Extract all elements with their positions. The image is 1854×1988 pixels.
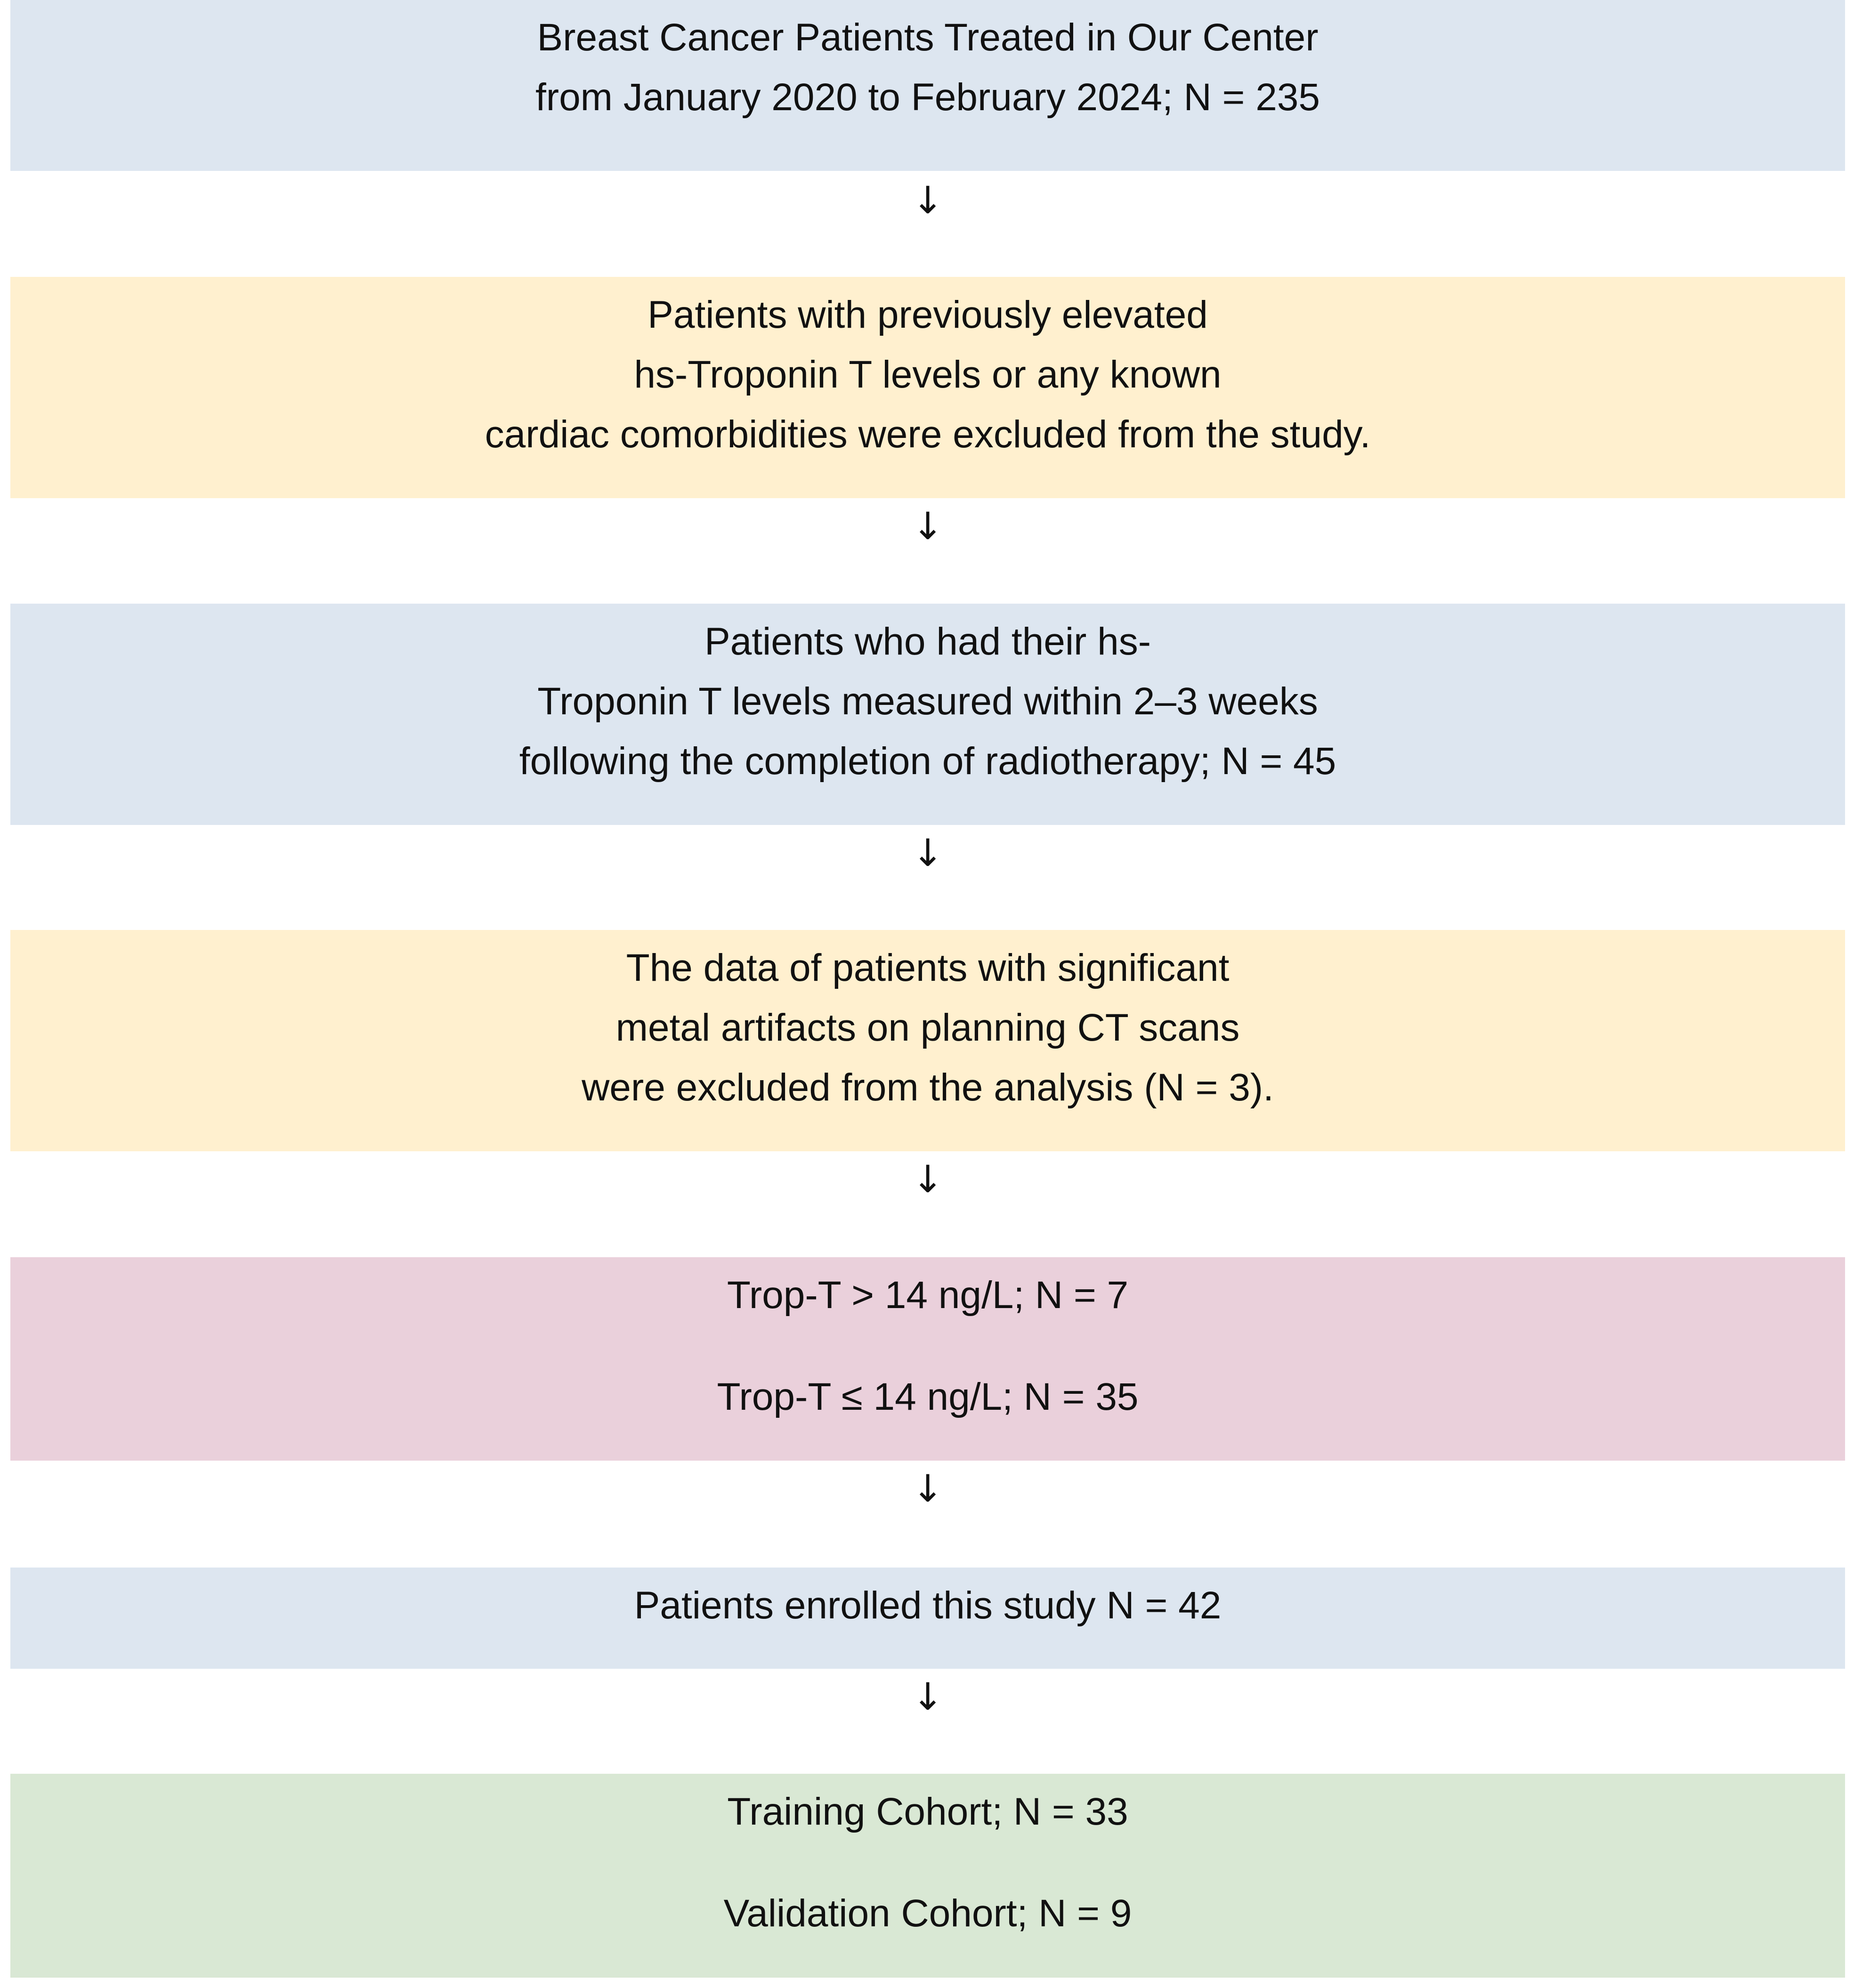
box-text-line: hs-Troponin T levels or any known xyxy=(634,353,1222,396)
box-text-line: The data of patients with significant xyxy=(626,946,1230,989)
down-arrow-icon: ↓ xyxy=(912,1157,944,1201)
line-spacer xyxy=(10,1325,1845,1367)
line-spacer xyxy=(10,1842,1845,1883)
box-text-line: were excluded from the analysis (N = 3). xyxy=(582,1066,1274,1109)
box-text-line: Patients with previously elevated xyxy=(648,293,1208,336)
box-text-line: Patients enrolled this study N = 42 xyxy=(634,1584,1222,1627)
box-text-line: metal artifacts on planning CT scans xyxy=(615,1006,1240,1049)
flow-box-troponin-groups xyxy=(10,1257,1845,1461)
down-arrow-icon: ↓ xyxy=(912,178,944,222)
box-text-line: cardiac comorbidities were excluded from the study. xyxy=(485,413,1371,456)
down-arrow-icon: ↓ xyxy=(912,1467,944,1511)
flow-box-troponin-measured xyxy=(10,604,1845,825)
box-text-line: from January 2020 to February 2024; N = 235 xyxy=(535,76,1320,119)
box-text-line: Troponin T levels measured within 2–3 weeks xyxy=(537,680,1318,723)
down-arrow-icon: ↓ xyxy=(912,831,944,875)
down-arrow-icon: ↓ xyxy=(912,1675,944,1719)
box-text-line: Training Cohort; N = 33 xyxy=(727,1790,1128,1833)
flow-box-cohorts xyxy=(10,1774,1845,1978)
flow-box-enrolled xyxy=(10,1568,1845,1669)
flow-box-exclusion-artifacts xyxy=(10,930,1845,1151)
box-text-line: Trop-T > 14 ng/L; N = 7 xyxy=(727,1274,1129,1317)
box-text-line: following the completion of radiotherapy; N = 45 xyxy=(519,740,1336,783)
box-text-line: Breast Cancer Patients Treated in Our Center xyxy=(537,16,1319,59)
flow-box-total-patients xyxy=(10,0,1845,171)
box-text-line: Validation Cohort; N = 9 xyxy=(723,1892,1132,1935)
box-text-line: Patients who had their hs- xyxy=(704,620,1151,663)
down-arrow-icon: ↓ xyxy=(912,504,944,548)
flow-box-exclusion-cardiac xyxy=(10,277,1845,498)
box-text-line: Trop-T ≤ 14 ng/L; N = 35 xyxy=(717,1375,1139,1418)
